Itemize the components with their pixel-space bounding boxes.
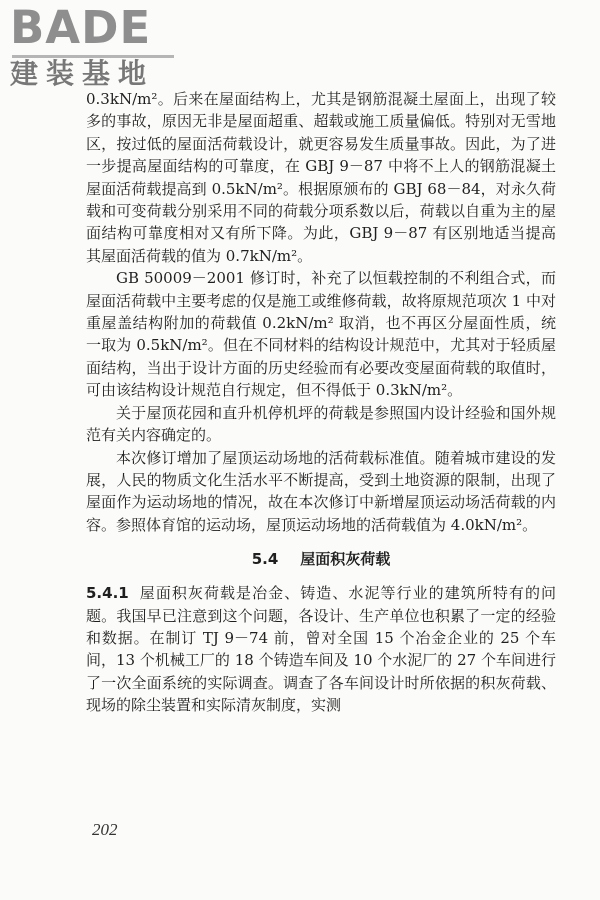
section-number: 5.4 xyxy=(251,550,279,569)
paragraph-4: 本次修订增加了屋顶运动场地的活荷载标准值。随着城市建设的发展，人民的物质文化生活水平不断提高，受到土地资源的限制，出现了屋面作为运动场地的情况，故在本次修订中新增屋顶运动场活荷载的内容。参照体育馆的运动场，屋顶运动场地的活荷载值为 4.0kN/m²。 xyxy=(86,448,556,534)
logo-brand-text: BADE xyxy=(10,1,152,54)
page-number: 202 xyxy=(92,820,118,839)
clause-number: 5.4.1 xyxy=(86,584,129,603)
watermark-logo xyxy=(8,1,188,94)
section-heading xyxy=(86,548,556,570)
paragraph-3: 关于屋顶花园和直升机停机坪的荷载是参照国内设计经验和国外规范有关内容确定的。 xyxy=(86,403,556,445)
section-title: 屋面积灰荷载 xyxy=(300,550,391,569)
paragraph-2: GB 50009－2001 修订时，补充了以恒载控制的不利组合式，而屋面活荷载中主要考虑的仅是施工或维修荷载，故将原规范项次 1 中对重屋盖结构附加的荷载值 0.2kN/m² 取消，也不再区分屋面性质，统一取为 0.5kN/m²。但在不同材料的结构设计规范中，尤其对于轻质屋面结构，当出于设计方面的历史经验而有必要改变屋面荷载的取值时，可由该结构设计规范自行规定，但不得低于 0.3kN/m²。 xyxy=(86,269,556,400)
clause-text: 屋面积灰荷载是冶金、铸造、水泥等行业的建筑所特有的问题。我国早已注意到这个问题，各设计、生产单位也积累了一定的经验和数据。在制订 TJ 9－74 前，曾对全国 15 个冶金企业的 25 个车间，13 个机械工厂的 18 个铸造车间及 10 个水泥厂的 27 个车间进行了一次全面系统的实际调查。调查了各车间设计时所依据的积灰荷载、现场的除尘装置和实际清灰制度，实测 xyxy=(86,584,556,715)
paragraph-1: 0.3kN/m²。后来在屋面结构上，尤其是钢筋混凝土屋面上，出现了较多的事故，原因无非是屋面超重、超载或施工质量偏低。特别对无雪地区，按过低的屋面活荷载设计，就更容易发生质量事故。因此，为了进一步提高屋面结构的可靠度，在 GBJ 9－87 中将不上人的钢筋混凝土屋面活荷载提高到 0.5kN/m²。根据原颁布的 GBJ 68－84，对永久荷载和可变荷载分别采用不同的荷载分项系数以后，荷载以自重为主的屋面结构可靠度相对又有所下降。为此，GBJ 9－87 有区别地适当提高其屋面活荷载的值为 0.7kN/m²。 xyxy=(86,90,556,265)
clause-5-4-1 xyxy=(86,582,556,716)
logo-subtitle: 建装基地 xyxy=(10,57,155,90)
page-body xyxy=(86,88,556,717)
